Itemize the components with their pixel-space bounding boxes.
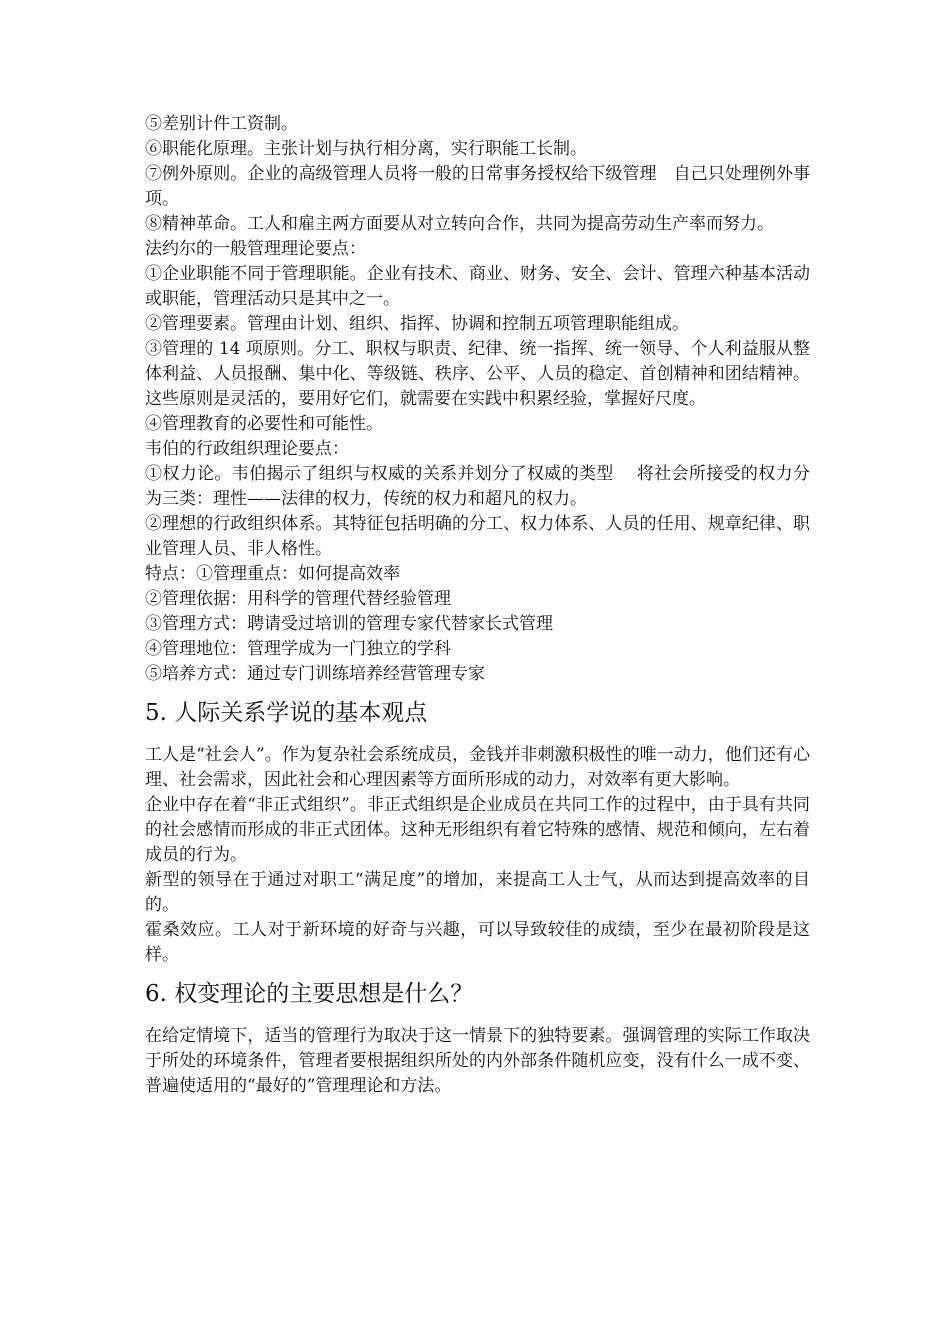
paragraph: ⑧精神革命。工人和雇主两方面要从对立转向合作，共同为提高劳动生产率而努力。 [145,214,774,234]
paragraph: ②管理要素。管理由计划、组织、指挥、协调和控制五项管理职能组成。 [145,314,689,334]
paragraph: ③管理的 14 项原则。分工、职权与职责、纪律、统一指挥、统一领导、个人利益服从整体利益、人员报酬、集中化、等级链、秩序、公平、人员的稳定、首创精神和团结精神。这些原则是灵活的，要用好它们，就需要在实践中积累经验，掌握好尺度。 [145,339,810,409]
paragraph: ⑤培养方式：通过专门训练培养经营管理专家 [145,664,485,684]
paragraph: ⑦例外原则。企业的高级管理人员将一般的日常事务授权给下级管理 自己只处理例外事项。 [145,164,810,209]
paragraph: 新型的领导在于通过对职工“满足度”的增加，来提高工人士气，从而达到提高效率的目的。 [145,870,810,915]
paragraph: ②理想的行政组织体系。其特征包括明确的分工、权力体系、人员的任用、规章纪律、职业管理人员、非人格性。 [145,514,810,559]
paragraph: 工人是“社会人”。作为复杂社会系统成员，金钱并非刺激积极性的唯一动力，他们还有心理、社会需求，因此社会和心理因素等方面所形成的动力，对效率有更大影响。 [145,745,810,790]
paragraph: ①企业职能不同于管理职能。企业有技术、商业、财务、安全、会计、管理六种基本活动或职能，管理活动只是其中之一。 [145,264,810,309]
paragraph: 韦伯的行政组织理论要点： [145,439,349,459]
paragraph: 霍桑效应。工人对于新环境的好奇与兴趣，可以导致较佳的成绩，至少在最初阶段是这样。 [145,920,810,965]
paragraph: ③管理方式：聘请受过培训的管理专家代替家长式管理 [145,614,553,634]
paragraph: ④管理教育的必要性和可能性。 [145,414,383,434]
section-heading: 5. 人际关系学说的基本观点 [145,700,428,726]
paragraph: 企业中存在着“非正式组织”。非正式组织是企业成员在共同工作的过程中，由于具有共同的社会感情而形成的非正式团体。这种无形组织有着它特殊的感情、规范和倾向，左右着成员的行为。 [145,795,810,865]
paragraph: 法约尔的一般管理理论要点： [145,239,366,259]
paragraph: ⑤差别计件工资制。 [145,114,298,134]
paragraph: 在给定情境下，适当的管理行为取决于这一情景下的独特要素。强调管理的实际工作取决于所处的环境条件，管理者要根据组织所处的内外部条件随机应变，没有什么一成不变、普遍使适用的“最好的”管理理论和方法。 [145,1026,810,1096]
paragraph: ⑥职能化原理。主张计划与执行相分离，实行职能工长制。 [145,139,587,159]
paragraph: ②管理依据：用科学的管理代替经验管理 [145,589,451,609]
section-heading: 6. 权变理论的主要思想是什么？ [145,981,474,1007]
paragraph: 特点：①管理重点：如何提高效率 [145,564,400,584]
paragraph: ①权力论。韦伯揭示了组织与权威的关系并划分了权威的类型 将社会所接受的权力分为三类：理性——法律的权力，传统的权力和超凡的权力。 [145,464,810,509]
paragraph: ④管理地位：管理学成为一门独立的学科 [145,639,451,659]
document-body [145,112,810,1099]
